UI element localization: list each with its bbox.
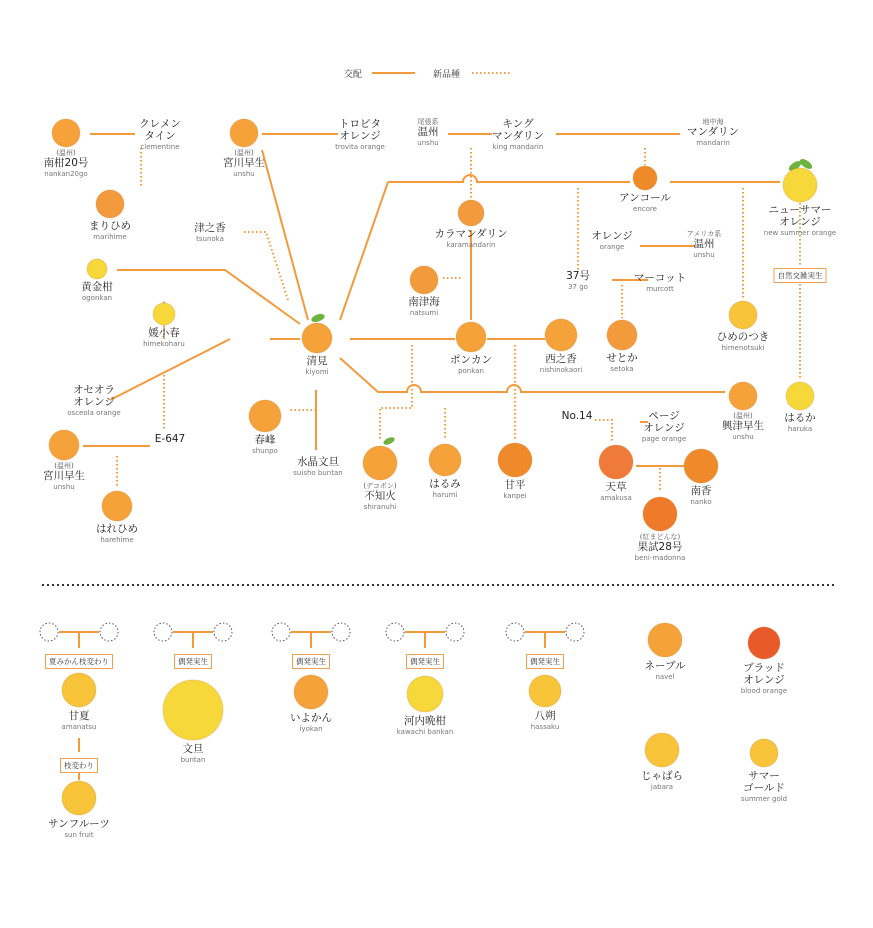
nishinokaori-fruit-icon (545, 319, 577, 351)
variety-name: クレメン (139, 118, 181, 130)
variety-name: カラマンダリン (434, 228, 508, 240)
origin-tag: 偶発実生 (526, 654, 564, 669)
variety-label-kiyomi (305, 355, 328, 376)
nankan20go-fruit-icon (52, 119, 80, 147)
unknown-parent-icon (566, 623, 584, 641)
variety-label-kashi28 (635, 533, 686, 562)
variety-name: 文旦 (182, 743, 204, 755)
variety-name: 南香 (690, 485, 712, 497)
harumi-fruit-icon (429, 444, 461, 476)
cross-line (340, 358, 725, 392)
variety-name: 温州 (417, 126, 439, 139)
variety-name: 清見 (306, 355, 328, 367)
variety-label-newsummer (764, 204, 836, 237)
variety-romaji: kawachi bankan (396, 728, 454, 737)
variety-name: 西之香 (545, 353, 577, 365)
haruka-fruit-icon (786, 382, 814, 410)
variety-label-37go (566, 270, 590, 291)
okitsu-fruit-icon (729, 382, 757, 410)
variety-name: ひめのつき (716, 331, 770, 343)
variety-name: オレンジ (743, 674, 785, 687)
variety-name: 津之香 (194, 222, 226, 234)
variety-label-natsumi (408, 296, 440, 317)
variety-name: タイン (144, 130, 176, 143)
natsumi-fruit-icon (410, 266, 438, 294)
variety-name: ブラッド (743, 662, 785, 674)
kiyomi-fruit-icon (302, 323, 332, 353)
variety-label-hareshime (96, 523, 138, 544)
variety-prefix: (温州) (56, 149, 76, 157)
variety-label-haruka (784, 412, 816, 433)
variety-label-king (492, 118, 544, 151)
variety-name: マーコット (633, 272, 687, 284)
variety-romaji: nishinokaori (539, 366, 583, 375)
variety-romaji: king mandarin (492, 143, 544, 152)
variety-romaji: natsumi (409, 309, 439, 318)
variety-label-summergold (741, 770, 787, 803)
leaf-icon (310, 312, 326, 323)
variety-label-navel (644, 660, 685, 681)
new-variety-line (244, 232, 288, 300)
variety-romaji: unshu (732, 433, 754, 442)
variety-name: オレンジ (339, 130, 381, 143)
himekoharu-fruit-icon (153, 303, 175, 325)
variety-romaji: jabara (650, 783, 674, 792)
variety-prefix: 地中海 (702, 118, 724, 126)
variety-label-karamandarin (434, 228, 507, 249)
amakusa-fruit-icon (599, 445, 633, 479)
variety-name: オレンジ (779, 216, 821, 229)
newsummer-origin-tag: 自然交雑実生 (774, 268, 827, 283)
shunpo-fruit-icon (249, 400, 281, 432)
variety-name: はるか (784, 412, 816, 424)
variety-label-unshu_am (687, 230, 722, 259)
encore-fruit-icon (633, 166, 657, 190)
variety-romaji: harumi (432, 491, 458, 500)
variety-name: マンダリン (491, 130, 545, 143)
variety-prefix: (紅まどんな) (639, 533, 681, 541)
variety-romaji: navel (655, 673, 675, 682)
variety-label-nanko (690, 485, 711, 506)
variety-label-page (642, 410, 686, 443)
variety-prefix: (温州) (54, 462, 74, 470)
variety-name: オレンジ (73, 396, 115, 409)
nanko-fruit-icon (684, 449, 718, 483)
kashi28-fruit-icon (643, 497, 677, 531)
variety-label-orange (591, 230, 632, 251)
variety-romaji: hassaku (530, 723, 560, 732)
variety-romaji: unshu (233, 170, 255, 179)
variety-name: ネーブル (644, 660, 686, 672)
variety-label-harumi (429, 478, 461, 499)
variety-label-himekoharu (143, 327, 185, 348)
variety-label-iyokan (290, 712, 332, 733)
unknown-parent-icon (100, 623, 118, 641)
variety-name: サマー (748, 770, 780, 782)
variety-prefix: (デコポン) (363, 482, 397, 490)
variety-label-miyagawa1 (223, 149, 265, 178)
variety-label-shunpo (252, 434, 278, 455)
ogonkan-fruit-icon (87, 259, 107, 279)
blood-fruit-icon (748, 627, 780, 659)
cross-line (388, 175, 630, 182)
cross-line (117, 270, 300, 324)
navel-fruit-icon (648, 623, 682, 657)
variety-name: E-647 (154, 433, 186, 445)
variety-romaji: 37 go (568, 283, 588, 292)
hareshime-fruit-icon (102, 491, 132, 521)
himenotsuki-fruit-icon (729, 301, 757, 329)
amanatsu-fruit-icon (62, 673, 96, 707)
variety-name: 宮川早生 (43, 470, 85, 483)
variety-romaji: shunpo (252, 447, 278, 456)
unknown-parent-icon (154, 623, 172, 641)
variety-romaji: shiranuhi (363, 503, 397, 512)
variety-label-buntan (181, 743, 206, 764)
variety-romaji: kanpei (503, 492, 527, 501)
variety-romaji: tsunoka (196, 235, 224, 244)
variety-romaji: suisho buntan (293, 469, 343, 478)
hassaku-fruit-icon (529, 675, 561, 707)
variety-label-hassaku (531, 710, 560, 731)
variety-romaji: amanatsu (61, 723, 97, 732)
variety-label-tsunoka (194, 222, 226, 243)
unknown-parent-icon (446, 623, 464, 641)
variety-name: ページ (648, 410, 680, 422)
variety-label-oseola (67, 384, 120, 417)
legend-cross-label: 交配 (344, 70, 363, 80)
variety-romaji: kiyomi (305, 368, 329, 377)
kanpei-fruit-icon (498, 443, 532, 477)
variety-romaji: orange (599, 243, 625, 252)
variety-romaji: sun fruit (64, 831, 94, 840)
variety-romaji: unshu (693, 251, 715, 260)
variety-romaji: buntan (180, 756, 206, 765)
variety-label-suisho (293, 456, 342, 477)
variety-name: 南津海 (408, 296, 440, 308)
variety-romaji: amakusa (600, 494, 632, 503)
legend-cross (344, 67, 362, 80)
variety-name: いよかん (290, 712, 332, 724)
variety-prefix: 尾張系 (417, 118, 439, 126)
miyagawa1-fruit-icon (230, 119, 258, 147)
variety-label-no14 (562, 410, 593, 422)
variety-romaji: new summer orange (763, 229, 837, 238)
variety-label-clementine (139, 118, 181, 151)
variety-label-ponkan (450, 354, 492, 375)
variety-label-setoka (606, 352, 638, 373)
variety-label-sunfruit (48, 818, 110, 839)
variety-name: ゴールド (743, 782, 785, 795)
origin-tag: 偶発実生 (292, 654, 330, 669)
variety-label-nankan20go (44, 149, 89, 178)
summergold-fruit-icon (750, 739, 778, 767)
variety-name: じゃばら (641, 770, 683, 782)
variety-name: はるみ (429, 478, 461, 490)
variety-name: ポンカン (450, 354, 492, 366)
variety-label-okitsu (722, 412, 764, 441)
variety-romaji: summer gold (740, 795, 788, 804)
variety-romaji: page orange (641, 435, 687, 444)
variety-name: まりひめ (89, 220, 131, 232)
variety-romaji: ogonkan (81, 294, 113, 303)
variety-label-jabara (641, 770, 683, 791)
unknown-parent-icon (272, 623, 290, 641)
variety-name: 不知火 (364, 490, 396, 503)
variety-romaji: haruka (787, 425, 813, 434)
new-variety-line (595, 420, 612, 442)
variety-romaji: beni-madonna (634, 554, 686, 563)
variety-label-unshu_top (417, 118, 438, 147)
variety-romaji: clementine (140, 143, 180, 152)
variety-name: 果試28号 (637, 541, 683, 554)
variety-name: 天草 (605, 481, 627, 493)
variety-name: 37号 (566, 270, 590, 282)
unknown-parent-icon (40, 623, 58, 641)
variety-romaji: marihime (93, 233, 127, 242)
variety-name: アンコール (619, 192, 671, 204)
variety-label-trovita (335, 118, 385, 151)
variety-name: 春峰 (254, 434, 276, 446)
variety-name: トロビタ (339, 118, 381, 130)
variety-romaji: unshu (417, 139, 439, 148)
cross-line (262, 150, 308, 320)
variety-name: 温州 (693, 238, 715, 251)
variety-label-amakusa (600, 481, 632, 502)
variety-name: サンフルーツ (48, 818, 110, 830)
variety-label-kawachi (397, 715, 454, 736)
cross-line (340, 182, 388, 320)
variety-romaji: himekoharu (143, 340, 185, 349)
variety-name: 水晶文旦 (296, 456, 339, 468)
kawachi-fruit-icon (407, 676, 443, 712)
variety-name: オレンジ (591, 230, 633, 242)
variety-romaji: setoka (610, 365, 634, 374)
variety-name: 河内晩柑 (404, 715, 446, 727)
variety-name: オセオラ (73, 384, 115, 396)
variety-prefix: アメリカ系 (686, 230, 722, 238)
variety-romaji: trovita orange (335, 143, 385, 152)
variety-name: ニューサマー (768, 204, 832, 216)
variety-name: No.14 (561, 410, 593, 422)
variety-prefix: (温州) (234, 149, 254, 157)
variety-name: 宮川早生 (223, 157, 265, 170)
variety-label-murcott (634, 272, 686, 293)
variety-prefix: (温州) (733, 412, 753, 420)
variety-romaji: unshu (53, 483, 75, 492)
sunfruit-fruit-icon (62, 781, 96, 815)
buntan-fruit-icon (163, 680, 223, 740)
origin-tag: 偶発実生 (406, 654, 444, 669)
variety-romaji: blood orange (740, 687, 788, 696)
cross-line (110, 339, 230, 400)
iyokan-fruit-icon (294, 675, 328, 709)
variety-label-e647 (155, 433, 185, 445)
variety-name: 八朔 (534, 710, 556, 722)
shiranuhi-fruit-icon (363, 446, 397, 480)
legend-new-variety-label: 新品種 (433, 70, 461, 80)
variety-name: はれひめ (96, 523, 138, 535)
variety-name: 媛小春 (148, 327, 180, 339)
variety-romaji: harehime (100, 536, 134, 545)
variety-label-encore (619, 192, 671, 213)
jabara-fruit-icon (645, 733, 679, 767)
karamandarin-fruit-icon (458, 200, 484, 226)
variety-label-amanatsu (62, 710, 97, 731)
variety-label-ogonkan (81, 281, 113, 302)
variety-romaji: ponkan (458, 367, 484, 376)
variety-name: オレンジ (643, 422, 685, 435)
origin-tag: 枝変わり (60, 758, 98, 773)
unknown-parent-icon (386, 623, 404, 641)
variety-label-himenotsuki (717, 331, 770, 352)
origin-tag: 偶発実生 (174, 654, 212, 669)
unknown-parent-icon (332, 623, 350, 641)
variety-romaji: iyokan (299, 725, 323, 734)
variety-label-nishinokaori (540, 353, 582, 374)
variety-label-shiranuhi (363, 482, 396, 511)
variety-name: キング (502, 118, 534, 130)
unknown-parent-icon (506, 623, 524, 641)
variety-label-marihime (89, 220, 131, 241)
newsummer-fruit-icon (783, 168, 817, 202)
variety-romaji: osceola orange (67, 409, 121, 418)
variety-romaji: karamandarin (446, 241, 496, 250)
miyagawa2-fruit-icon (49, 430, 79, 460)
variety-romaji: nanko (690, 498, 712, 507)
variety-label-kanpei (503, 479, 526, 500)
variety-romaji: nankan20go (44, 170, 88, 179)
variety-name: 甘平 (504, 479, 526, 491)
variety-name: せとか (606, 352, 638, 364)
legend-new-variety (433, 67, 460, 80)
variety-name: 南柑20号 (43, 157, 89, 170)
variety-romaji: himenotsuki (721, 344, 765, 353)
variety-label-blood (741, 662, 787, 695)
origin-tag: 夏みかん枝変わり (45, 654, 113, 669)
variety-romaji: encore (633, 205, 657, 214)
variety-name: 甘夏 (68, 710, 90, 722)
variety-name: 興津早生 (722, 420, 764, 433)
unknown-parent-icon (214, 623, 232, 641)
variety-romaji: murcott (646, 285, 674, 294)
variety-label-mandarin (687, 118, 739, 147)
leaf-icon (382, 436, 395, 447)
variety-romaji: mandarin (696, 139, 730, 148)
variety-name: マンダリン (686, 126, 740, 139)
ponkan-fruit-icon (456, 322, 486, 352)
variety-label-miyagawa2 (43, 462, 85, 491)
setoka-fruit-icon (607, 320, 637, 350)
marihime-fruit-icon (96, 190, 124, 218)
variety-name: 黄金柑 (81, 281, 113, 293)
